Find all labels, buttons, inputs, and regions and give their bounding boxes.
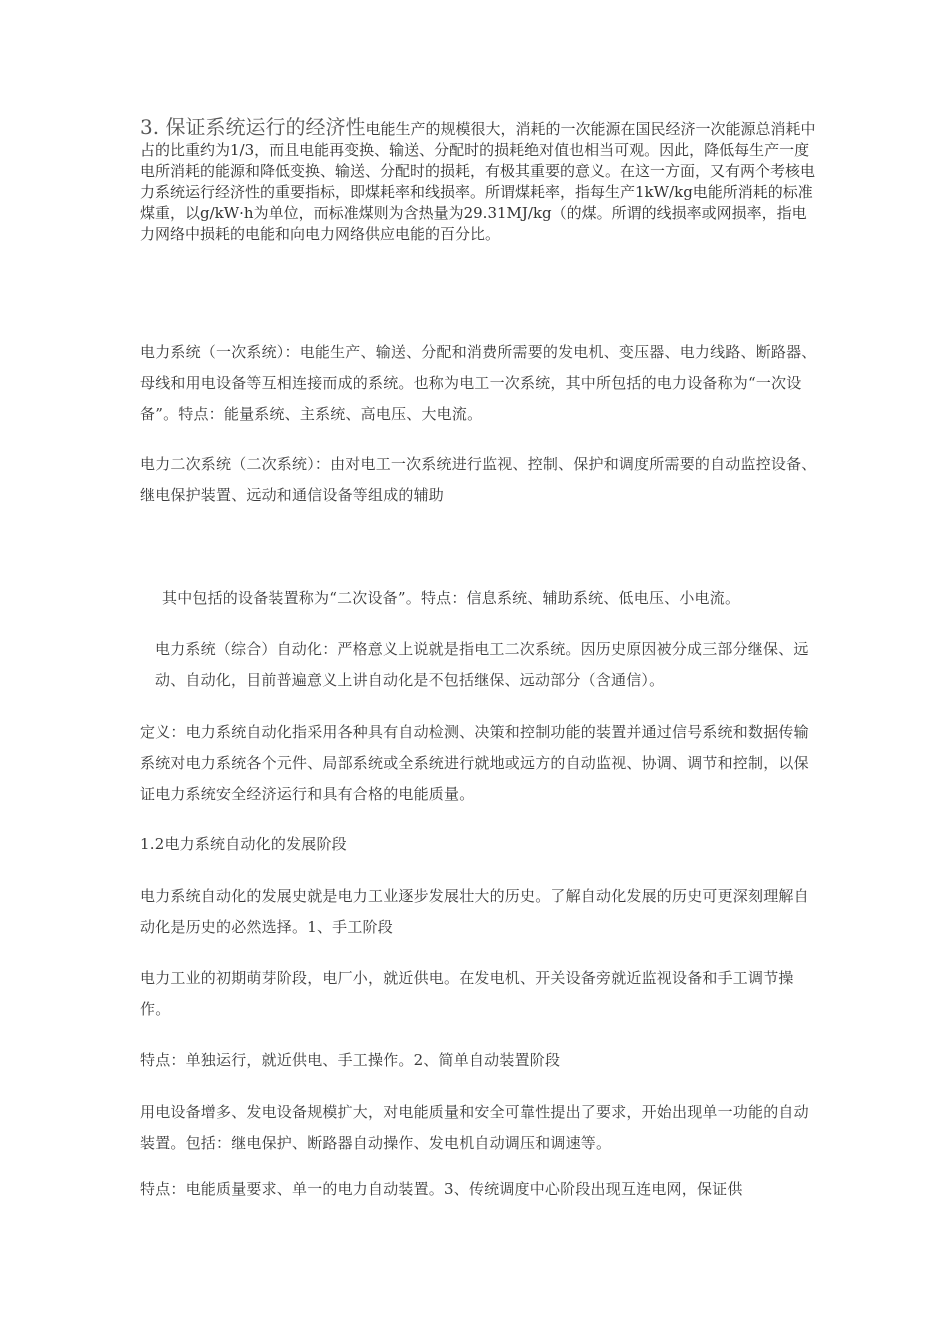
section-1-2-heading: 1.2电力系统自动化的发展阶段 — [140, 835, 347, 853]
definition-paragraph: 定义：电力系统自动化指采用各种具有自动检测、决策和控制功能的装置并通过信号系统和数据传输系统对电力系统各个元件、局部系统或全系统进行就地或远方的自动监视、协调、调节和控制，以保证电力系统安全经济运行和具有合格的电能质量。 — [140, 723, 809, 803]
manual-features-paragraph: 特点：单独运行，就近供电、手工操作。2、简单自动装置阶段 — [140, 1051, 561, 1069]
section-3-paragraph — [140, 117, 820, 245]
automation-general-paragraph: 电力系统（综合）自动化：严格意义上说就是指电工二次系统。因历史原因被分成三部分继保、远动、自动化，目前普遍意义上讲自动化是不包括继保、远动部分（含通信）。 — [155, 640, 809, 689]
secondary-system-paragraph: 电力二次系统（二次系统）：由对电工一次系统进行监视、控制、保护和调度所需要的自动监控设备、继电保护装置、远动和通信设备等组成的辅助 — [140, 455, 817, 504]
simple-auto-paragraph: 用电设备增多、发电设备规模扩大，对电能质量和安全可靠性提出了要求，开始出现单一功能的自动装置。包括：继电保护、断路器自动操作、发电机自动调压和调速等。 — [140, 1103, 809, 1152]
history-paragraph: 电力系统自动化的发展史就是电力工业逐步发展壮大的历史。了解自动化发展的历史可更深刻理解自动化是历史的必然选择。1、手工阶段 — [140, 887, 809, 936]
secondary-equipment-paragraph: 其中包括的设备装置称为“二次设备”。特点：信息系统、辅助系统、低电压、小电流。 — [162, 589, 741, 607]
primary-system-paragraph: 电力系统（一次系统）：电能生产、输送、分配和消费所需要的发电机、变压器、电力线路、断路器、母线和用电设备等互相连接而成的系统。也称为电工一次系统，其中所包括的电力设备称为“一次设备”。特点：能量系统、主系统、高电压、大电流。 — [140, 343, 817, 423]
manual-stage-paragraph: 电力工业的初期萌芽阶段，电厂小，就近供电。在发电机、开关设备旁就近监视设备和手工调节操作。 — [140, 969, 794, 1018]
section-3-body: 电能生产的规模很大，消耗的一次能源在国民经济一次能源总消耗中占的比重约为1/3，而且电能再变换、输送、分配时的损耗绝对值也相当可观。因此，降低每生产一度电所消耗的能源和降低变换、输送、分配时的损耗，有极其重要的意义。在这一方面，又有两个考核电力系统运行经济性的重要指标，即煤耗率和线损率。所谓煤耗率，指每生产1kW/kg电能所消耗的标准煤重，以g/kW·h为单位，而标准煤则为含热量为29.31MJ/kg（的煤。所谓的线损率或网损率，指电力网络中损耗的电能和向电力网络供应电能的百分比。 — [140, 120, 816, 243]
section-3-lead: 3. 保证系统运行的经济性 — [140, 115, 366, 139]
simple-auto-features-paragraph: 特点：电能质量要求、单一的电力自动装置。3、传统调度中心阶段出现互连电网，保证供 — [140, 1180, 743, 1198]
